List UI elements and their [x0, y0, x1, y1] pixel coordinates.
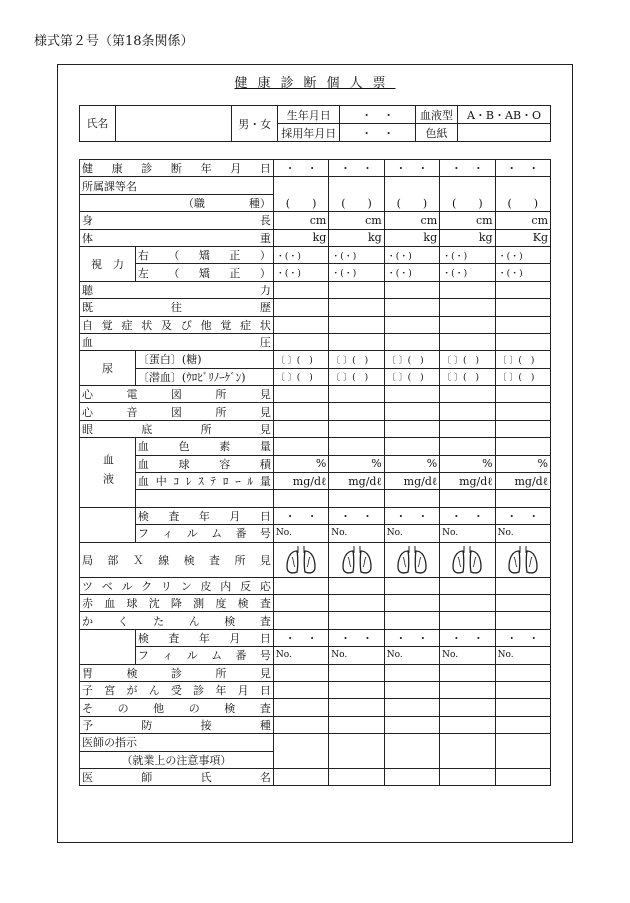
urine-label: 尿 [80, 351, 136, 386]
fundus-cell[interactable] [384, 420, 439, 437]
table-row [80, 386, 551, 403]
sputum-cell[interactable] [495, 612, 550, 629]
stomach-cell[interactable] [384, 664, 439, 681]
lung-diagram-icon [506, 543, 540, 577]
urine-cell[interactable]: 〔 〕( ) [495, 351, 550, 368]
xray-date-label: 検 査 年 月 日 [135, 507, 273, 524]
hct-cell[interactable]: % [273, 455, 328, 472]
urine-cell[interactable]: 〔 〕( ) [273, 351, 328, 368]
table-row [80, 177, 551, 194]
table-row [80, 403, 551, 420]
hearing-label: 聴 力 [80, 281, 274, 298]
xray-date-cell[interactable]: ・ ・ [329, 507, 384, 524]
symptoms-cell[interactable] [495, 316, 550, 333]
vision-cell[interactable]: ・(・) [440, 264, 495, 281]
stomach-date-cell[interactable]: ・ ・ [384, 629, 439, 646]
stomach-film-label: フ ィ ル ム 番 号 [135, 647, 273, 664]
height-label: 身 長 [80, 212, 274, 229]
table-row [80, 212, 551, 229]
stomach-date-cell[interactable]: ・ ・ [440, 629, 495, 646]
symptoms-cell[interactable] [273, 316, 328, 333]
fundus-cell[interactable] [273, 420, 328, 437]
table-row [80, 351, 551, 368]
table-row [80, 490, 551, 507]
lung-diagram-icon [284, 543, 318, 577]
doctor-name-label: 医 師 氏 名 [80, 768, 274, 785]
stomach-date-cell[interactable]: ・ ・ [329, 629, 384, 646]
ecg-cell[interactable] [329, 386, 384, 403]
stomach-film-cell[interactable]: No. [273, 647, 328, 664]
dept-cell[interactable]: ( ) [329, 177, 384, 212]
cervical-cell[interactable] [384, 681, 439, 698]
table-row [80, 438, 551, 455]
symptoms-label: 自覚症状及び他覚症状 [80, 316, 274, 333]
work-notes-label: （就業上の注意事項） [80, 751, 274, 768]
ecg-label: 心 電 図 所 見 [80, 386, 274, 403]
table-row [80, 160, 551, 177]
xray-date-cell[interactable]: ・ ・ [495, 507, 550, 524]
vision-cell[interactable]: ・(・) [440, 246, 495, 263]
table-row [80, 507, 551, 524]
vaccine-cell[interactable] [329, 716, 384, 733]
exam-date-cell[interactable]: ・ ・ [384, 160, 439, 177]
stomach-cell[interactable] [440, 664, 495, 681]
other-cell[interactable] [440, 699, 495, 716]
ecg-cell[interactable] [440, 386, 495, 403]
hb-label: 血 色 素 量 [135, 438, 273, 455]
exam-date-cell[interactable]: ・ ・ [440, 160, 495, 177]
vision-left-label: 左（矯正） [135, 264, 273, 281]
vaccine-label: 予 防 接 種 [80, 716, 274, 733]
weight-cell[interactable]: kg [273, 229, 328, 246]
doctor-name-cell[interactable] [440, 768, 495, 785]
weight-cell[interactable]: Kg [495, 229, 550, 246]
urine-cell[interactable]: 〔 〕( ) [440, 368, 495, 385]
instruction-cell[interactable] [273, 734, 328, 769]
height-cell[interactable]: cm [329, 212, 384, 229]
hearing-cell[interactable] [329, 281, 384, 298]
table-row [80, 664, 551, 681]
cervical-label: 子宮がん受診年月日 [80, 681, 274, 698]
form-caption: 様式第２号（第18条関係） [34, 34, 194, 49]
bp-cell[interactable] [384, 333, 439, 350]
table-row [80, 299, 551, 316]
table-row [80, 229, 551, 246]
instruction-cell[interactable] [495, 734, 550, 769]
film-no-cell[interactable]: No. [329, 525, 384, 542]
table-row [80, 768, 551, 785]
table-row [80, 264, 551, 281]
table-row [80, 629, 551, 646]
hb-cell[interactable] [440, 438, 495, 455]
esr-label: 赤血球沈降測度検査 [80, 594, 274, 611]
esr-cell[interactable] [440, 594, 495, 611]
vision-cell[interactable]: ・(・) [273, 264, 328, 281]
cervical-cell[interactable] [329, 681, 384, 698]
tuberculin-cell[interactable] [495, 577, 550, 594]
chol-label: 血中ｺﾚｽﾃﾛｰﾙ量 [135, 473, 273, 490]
job-label: （職 種） [80, 194, 274, 211]
ecg-cell[interactable] [384, 386, 439, 403]
table-row [80, 333, 551, 350]
lung-diagram-icon [340, 543, 374, 577]
dept-cell[interactable]: ( ) [384, 177, 439, 212]
hb-cell[interactable] [384, 438, 439, 455]
lung-diagram-icon [395, 543, 429, 577]
urine-cell[interactable]: 〔 〕( ) [440, 351, 495, 368]
hire-label: 採用年月日 [278, 124, 340, 142]
chest-xray-label: 局部Ｘ線検査所見 [80, 542, 274, 577]
cervical-cell[interactable] [495, 681, 550, 698]
sputum-cell[interactable] [384, 612, 439, 629]
hb-cell[interactable] [495, 438, 550, 455]
hct-cell[interactable]: % [440, 455, 495, 472]
heart-cell[interactable] [273, 403, 328, 420]
blood-type-field[interactable]: A・B・AB・O [458, 106, 551, 124]
table-row [80, 681, 551, 698]
blood-type-label: 血液型 [416, 106, 458, 124]
stomach-cell[interactable] [273, 664, 328, 681]
table-row [80, 594, 551, 611]
height-cell[interactable]: cm [384, 212, 439, 229]
doctor-name-cell[interactable] [329, 768, 384, 785]
dept-cell[interactable]: ( ) [440, 177, 495, 212]
symptoms-cell[interactable] [440, 316, 495, 333]
symptoms-cell[interactable] [329, 316, 384, 333]
esr-cell[interactable] [273, 594, 328, 611]
heart-cell[interactable] [440, 403, 495, 420]
urine-cell[interactable]: 〔 〕( ) [384, 368, 439, 385]
name-field[interactable] [115, 106, 231, 142]
vision-cell[interactable]: ・(・) [273, 246, 328, 263]
dept-label: 所属課等名 [80, 177, 274, 194]
vaccine-cell[interactable] [495, 716, 550, 733]
color-label: 色紙 [416, 124, 458, 142]
chol-cell[interactable]: mg/dℓ [440, 473, 495, 490]
exam-date-cell[interactable]: ・ ・ [273, 160, 328, 177]
xray-finding-cell[interactable] [329, 542, 384, 577]
chol-cell[interactable]: mg/dℓ [384, 473, 439, 490]
table-row [80, 246, 551, 263]
tuberculin-label: ツベルクリン皮内反応 [80, 577, 274, 594]
xray-spacer [80, 507, 136, 542]
fundus-cell[interactable] [495, 420, 550, 437]
other-label: そ の 他 の 検 査 [80, 699, 274, 716]
table-row [80, 734, 551, 751]
vision-cell[interactable]: ・(・) [384, 264, 439, 281]
table-row [80, 281, 551, 298]
hb-cell[interactable] [273, 438, 328, 455]
film-no-cell[interactable]: No. [384, 525, 439, 542]
urine-cell[interactable]: 〔 〕( ) [273, 368, 328, 385]
film-no-cell[interactable]: No. [440, 525, 495, 542]
xray-finding-cell[interactable] [273, 542, 328, 577]
vision-right-label: 右（矯正） [135, 246, 273, 263]
vision-cell[interactable]: ・(・) [329, 264, 384, 281]
doctor-instruction-label: 医師の指示 [80, 734, 274, 751]
other-cell[interactable] [329, 699, 384, 716]
vaccine-cell[interactable] [440, 716, 495, 733]
vaccine-cell[interactable] [273, 716, 328, 733]
table-row [80, 647, 551, 664]
sputum-cell[interactable] [273, 612, 328, 629]
bp-cell[interactable] [440, 333, 495, 350]
history-cell[interactable] [440, 299, 495, 316]
ecg-cell[interactable] [273, 386, 328, 403]
personal-info-table [79, 105, 551, 142]
vision-cell[interactable]: ・(・) [329, 246, 384, 263]
other-cell[interactable] [495, 699, 550, 716]
xray-date-cell[interactable]: ・ ・ [273, 507, 328, 524]
blank-cell [273, 490, 328, 507]
doctor-name-cell[interactable] [273, 768, 328, 785]
sputum-label: か く た ん 検 査 [80, 612, 274, 629]
bp-cell[interactable] [495, 333, 550, 350]
table-row [80, 525, 551, 542]
stomach-date-label: 検 査 年 月 日 [135, 629, 273, 646]
stomach-spacer [80, 629, 136, 664]
vaccine-cell[interactable] [384, 716, 439, 733]
birth-label: 生年月日 [278, 106, 340, 124]
table-row [80, 577, 551, 594]
color-field[interactable] [458, 124, 551, 142]
table-row [80, 542, 551, 577]
hb-cell[interactable] [329, 438, 384, 455]
history-cell[interactable] [273, 299, 328, 316]
sputum-cell[interactable] [329, 612, 384, 629]
hearing-cell[interactable] [495, 281, 550, 298]
stomach-cell[interactable] [495, 664, 550, 681]
cervical-cell[interactable] [440, 681, 495, 698]
ecg-cell[interactable] [495, 386, 550, 403]
cervical-cell[interactable] [273, 681, 328, 698]
height-cell[interactable]: cm [440, 212, 495, 229]
hearing-cell[interactable] [440, 281, 495, 298]
hire-date-field[interactable]: ・ ・ [340, 124, 416, 142]
tuberculin-cell[interactable] [329, 577, 384, 594]
hct-cell[interactable]: % [384, 455, 439, 472]
xray-finding-cell[interactable] [440, 542, 495, 577]
table-row [80, 420, 551, 437]
dept-cell[interactable]: ( ) [273, 177, 328, 212]
xray-date-cell[interactable]: ・ ・ [384, 507, 439, 524]
urine-protein-label: 〔蛋白〕(糖) [135, 351, 273, 368]
bp-cell[interactable] [273, 333, 328, 350]
film-no-label: フ ィ ル ム 番 号 [135, 525, 273, 542]
dept-cell[interactable]: ( ) [495, 177, 550, 212]
blood-spacer [135, 490, 273, 507]
table-row [80, 455, 551, 472]
weight-cell[interactable]: kg [329, 229, 384, 246]
other-cell[interactable] [273, 699, 328, 716]
tuberculin-cell[interactable] [440, 577, 495, 594]
bp-cell[interactable] [329, 333, 384, 350]
heart-cell[interactable] [495, 403, 550, 420]
health-exam-table [79, 159, 551, 786]
stomach-film-cell[interactable]: No. [440, 647, 495, 664]
urine-blood-label: 〔潜血〕(ｳﾛﾋﾞﾘﾉｰｹﾞﾝ) [135, 368, 273, 385]
bp-label: 血 圧 [80, 333, 274, 350]
history-cell[interactable] [495, 299, 550, 316]
urine-cell[interactable]: 〔 〕( ) [384, 351, 439, 368]
birth-date-field[interactable]: ・ ・ [340, 106, 416, 124]
table-row [80, 699, 551, 716]
fundus-cell[interactable] [329, 420, 384, 437]
film-no-cell[interactable]: No. [495, 525, 550, 542]
name-label: 氏名 [80, 106, 116, 142]
table-row [80, 316, 551, 333]
heart-cell[interactable] [329, 403, 384, 420]
instruction-cell[interactable] [440, 734, 495, 769]
symptoms-cell[interactable] [384, 316, 439, 333]
doctor-name-cell[interactable] [495, 768, 550, 785]
blood-label: 血液 [80, 438, 136, 508]
urine-cell[interactable]: 〔 〕( ) [495, 368, 550, 385]
blank-cell [495, 490, 550, 507]
history-cell[interactable] [384, 299, 439, 316]
instruction-cell[interactable] [384, 734, 439, 769]
weight-cell[interactable]: kg [440, 229, 495, 246]
esr-cell[interactable] [495, 594, 550, 611]
vision-cell[interactable]: ・(・) [495, 246, 550, 263]
weight-label: 体 重 [80, 229, 274, 246]
stomach-film-cell[interactable]: No. [329, 647, 384, 664]
esr-cell[interactable] [384, 594, 439, 611]
table-row [80, 473, 551, 490]
form-title: 健康診断個人票 [234, 76, 396, 91]
stomach-date-cell[interactable]: ・ ・ [273, 629, 328, 646]
history-label: 既 往 歴 [80, 299, 274, 316]
instruction-cell[interactable] [329, 734, 384, 769]
film-no-cell[interactable]: No. [273, 525, 328, 542]
tuberculin-cell[interactable] [384, 577, 439, 594]
stomach-film-cell[interactable]: No. [384, 647, 439, 664]
height-cell[interactable]: cm [495, 212, 550, 229]
tuberculin-cell[interactable] [273, 577, 328, 594]
blank-cell [329, 490, 384, 507]
vision-cell[interactable]: ・(・) [495, 264, 550, 281]
hearing-cell[interactable] [384, 281, 439, 298]
urine-cell[interactable]: 〔 〕( ) [329, 351, 384, 368]
stomach-film-cell[interactable]: No. [495, 647, 550, 664]
height-cell[interactable]: cm [273, 212, 328, 229]
esr-cell[interactable] [329, 594, 384, 611]
xray-finding-cell[interactable] [495, 542, 550, 577]
hct-cell[interactable]: % [329, 455, 384, 472]
doctor-name-cell[interactable] [384, 768, 439, 785]
exam-date-cell[interactable]: ・ ・ [495, 160, 550, 177]
xray-date-cell[interactable]: ・ ・ [440, 507, 495, 524]
blank-cell [440, 490, 495, 507]
urine-cell[interactable]: 〔 〕( ) [329, 368, 384, 385]
xray-finding-cell[interactable] [384, 542, 439, 577]
hct-label: 血 球 容 積 [135, 455, 273, 472]
exam-date-cell[interactable]: ・ ・ [329, 160, 384, 177]
sputum-cell[interactable] [440, 612, 495, 629]
blank-cell [384, 490, 439, 507]
fundus-label: 眼 底 所 見 [80, 420, 274, 437]
chol-cell[interactable]: mg/dℓ [495, 473, 550, 490]
lung-diagram-icon [450, 543, 484, 577]
table-row [80, 368, 551, 385]
weight-cell[interactable]: kg [384, 229, 439, 246]
chol-cell[interactable]: mg/dℓ [329, 473, 384, 490]
other-cell[interactable] [384, 699, 439, 716]
chol-cell[interactable]: mg/dℓ [273, 473, 328, 490]
vision-label: 視 力 [80, 246, 136, 281]
stomach-cell[interactable] [329, 664, 384, 681]
exam-date-label: 健 康 診 断 年 月 日 [80, 160, 274, 177]
stomach-date-cell[interactable]: ・ ・ [495, 629, 550, 646]
hct-cell[interactable]: % [495, 455, 550, 472]
sex-field[interactable]: 男・女 [232, 106, 278, 142]
table-row [80, 716, 551, 733]
fundus-cell[interactable] [440, 420, 495, 437]
heart-label: 心 音 図 所 見 [80, 403, 274, 420]
vision-cell[interactable]: ・(・) [384, 246, 439, 263]
history-cell[interactable] [329, 299, 384, 316]
table-row [80, 612, 551, 629]
heart-cell[interactable] [384, 403, 439, 420]
hearing-cell[interactable] [273, 281, 328, 298]
stomach-label: 胃 検 診 所 見 [80, 664, 274, 681]
